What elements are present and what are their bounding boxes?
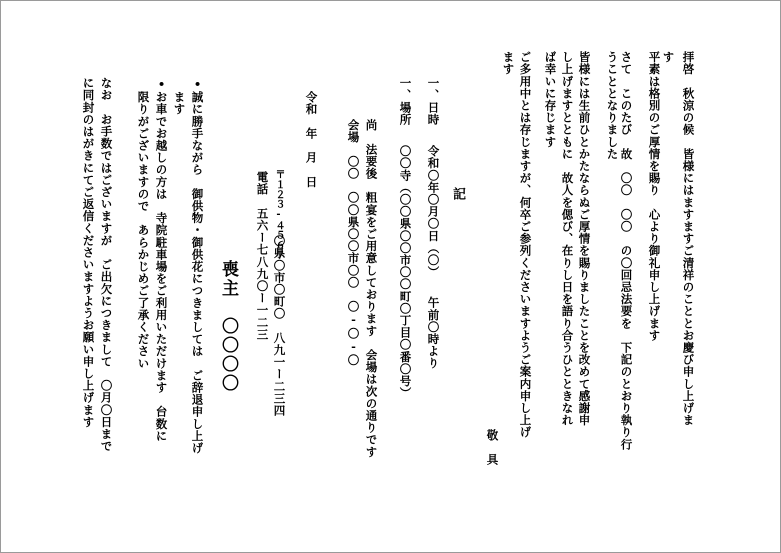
greeting-line: 皆様には生前ひとかたならぬご厚情を賜りましたことを改めて感謝申 [577,51,592,427]
detail-place-value: 〇〇寺（〇〇県〇〇市〇〇町〇丁目〇番〇号） [398,145,413,400]
sender-name: 喪主 〇〇〇〇 [218,260,238,393]
greeting-line: す [661,51,676,64]
greeting-line: さて このたび 故 〇〇 〇〇 の〇回忌法要を 下記のとおり執り行 [619,51,634,451]
notice-bullet: • [154,77,169,92]
detail-place-label: 一、場所 [398,77,413,126]
notice-line: ます [172,91,187,116]
greeting-line: ます [501,51,516,76]
greeting-line: ば幸いに存じます [543,51,558,148]
notice-line: 誠に勝手ながら 御供物・御供花につきましては ご辞退申し上げ [190,91,205,454]
sender-phone: 電話 五六ー七八九〇ー一二三 [255,171,270,341]
greeting-line: ご多用中とは存じますが、何卒ご参列くださいますようご案内申し上げ [518,51,533,439]
detail-datetime-value: 令和〇年〇月〇日（〇） 午前〇時より [426,145,441,370]
greeting-line: 拝啓 秋涼の候 皆様にはますますご清祥のこととお慶び申し上げま [681,51,696,427]
ki-label: 記 [450,187,465,201]
notice-line: 限りがございますので あらかじめご了承ください [136,91,151,370]
sender-postal-code: 〒１２３-４５６７ [273,169,284,260]
greeting-line: し上げますとともに 故人を偲び、在りし日を語り合うひとときなれ [560,51,575,427]
detail-datetime-label: 一、日時 [426,77,441,126]
greeting-line: 平素は格別のご厚情を賜り 心より御礼申し上げます [647,51,662,342]
sender-address: 〇県〇市〇町〇 八九一ー二三四 [272,235,287,417]
closing-keigu: 敬 具 [485,429,500,466]
sender-date: 令和 年 月 日 [304,91,319,188]
notice-line: お車でお越しの方は 寺院駐車場をご利用いただけます 台数に [154,91,169,442]
final-request-line: に同封のはがきにてご返信くださいますようお願い申し上げます [81,77,96,428]
detail-reception-note: 尚 法要後 粗宴をご用意しております 会場は次の通りです [364,119,379,458]
detail-venue: 会場 〇〇 〇〇県〇〇市〇〇 〇-〇-〇 [346,119,361,366]
final-request-line: なお お手数ではございますが ご出欠につきまして 〇月〇日まで [99,77,114,453]
greeting-line: うこととなりました [605,51,620,160]
notice-bullet: • [190,77,205,92]
